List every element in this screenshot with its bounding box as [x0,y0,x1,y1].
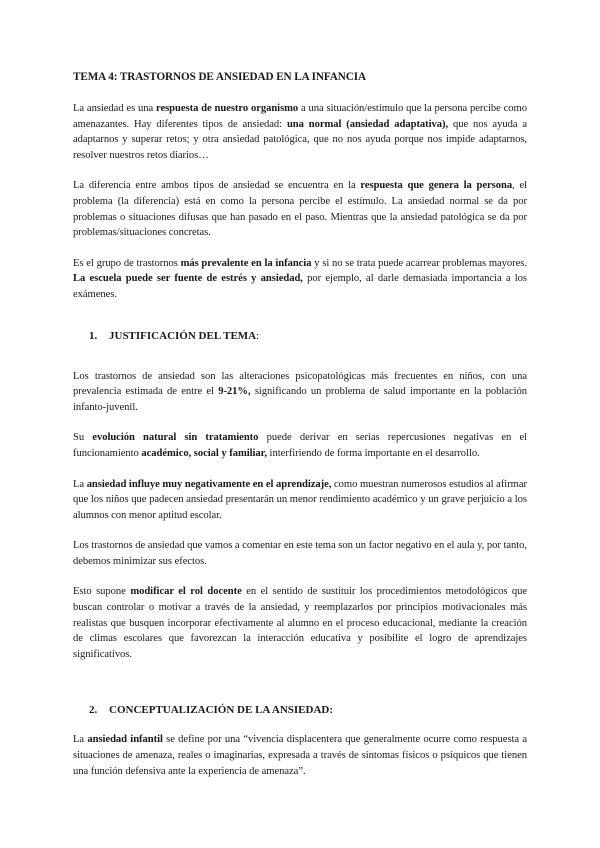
emphasis: modificar el rol docente [130,586,242,598]
document-body [73,70,527,779]
intro-paragraph-1: La ansiedad es una respuesta de nuestro organismo a una situación/estímulo que la persona percibe como amenazantes. Hay diferentes tipos de ansiedad: una normal (ansiedad adaptativa), que nos ayuda a adaptarnos y superar retos; y otra ansiedad patológica, que no nos ayuda porque nos impide adaptarnos, resolver nuestros retos diarios… [73,103,527,161]
section-1-paragraph-4: Los trastornos de ansiedad que vamos a comentar en este tema son un factor negativo en el aula y, por tanto, debemos minimizar sus efectos. [73,540,527,567]
emphasis: ansiedad infantil [87,734,163,746]
section-number: 2. [89,704,98,717]
section-2-paragraph-1: La ansiedad infantil se define por una “vivencia displacentera que generalmente ocurre como respuesta a situaciones de amenaza, reales o imaginarias, expresada a través de síntomas físicos o psíquicos que tienen una función defensiva ante la experiencia de amenaza”. [73,734,528,777]
section-number: 1. [89,329,98,342]
emphasis: una normal (ansiedad adaptativa), [286,118,449,130]
section-title: JUSTIFICACIÓN DEL TEMA [109,329,257,342]
document-title: TEMA 4: TRASTORNOS DE ANSIEDAD EN LA INFANCIA [73,71,366,83]
emphasis: evolución natural sin tratamiento [92,432,259,444]
emphasis: ansiedad influye muy negativamente en el aprendizaje, [86,478,332,490]
intro-paragraph-2: La diferencia entre ambos tipos de ansiedad se encuentra en la respuesta que genera la persona, el problema (la diferencia) está en como la persona percibe el estímulo. La ansiedad normal se da por problemas o situaciones difusas que han pasado en el paso. Mientras que la ansiedad patológica se da por problemas/situaciones concretas. [73,180,527,239]
intro-paragraph-3: Es el grupo de trastornos más prevalente en la infancia y si no se trata puede acarrear problemas mayores. La escuela puede ser fuente de estrés y ansiedad, por ejemplo, al darle demasiada importancia a los exámenes. [73,257,527,300]
section-1-heading: 1. JUSTIFICACIÓN DEL TEMA: [89,329,260,342]
emphasis: académico, social y familiar, [141,447,267,459]
section-1-paragraph-1: Los trastornos de ansiedad son las alteraciones psicopatológicas más frecuentes en niños, con una prevalencia estimada de entre el 9-21%, significando un problema de salud importante en la población infanto-juvenil. [73,370,527,413]
section-title: CONCEPTUALIZACIÓN DE LA ANSIEDAD: [109,704,334,717]
section-1-paragraph-3: La ansiedad influye muy negativamente en el aprendizaje, como muestran numerosos estudios al afirmar que los niños que padecen ansiedad presentarán un menor rendimiento académico y un grave perjuicio a los alumnos con menor aptitud escolar. [73,478,527,521]
emphasis: respuesta de nuestro organismo [156,103,299,114]
emphasis: 9-21%, [218,386,251,398]
section-2-heading [73,703,527,717]
section-1-paragraph-2: Su evolución natural sin tratamiento puede derivar en serias repercusiones negativas en el funcionamiento académico, social y familiar, interfiriendo de forma importante en el desarrollo. [73,432,527,459]
section-1-paragraph-5: Esto supone modificar el rol docente en el sentido de sustituir los procedimientos metodológicos que buscan controlar o motivar a través de la ansiedad, y reemplazarlos por principios motivacionales más realistas que busquen incorporar efectivamente al alumno en el proceso educacional, mediante la creación de climas escolares que favorezcan la interacción educativa y posibilite el logro de aprendizajes significativos. [73,586,528,660]
emphasis: más prevalente en la infancia [180,257,312,269]
emphasis: respuesta que genera la persona [360,180,513,192]
emphasis: La escuela puede ser fuente de estrés y ansiedad, [73,273,303,285]
